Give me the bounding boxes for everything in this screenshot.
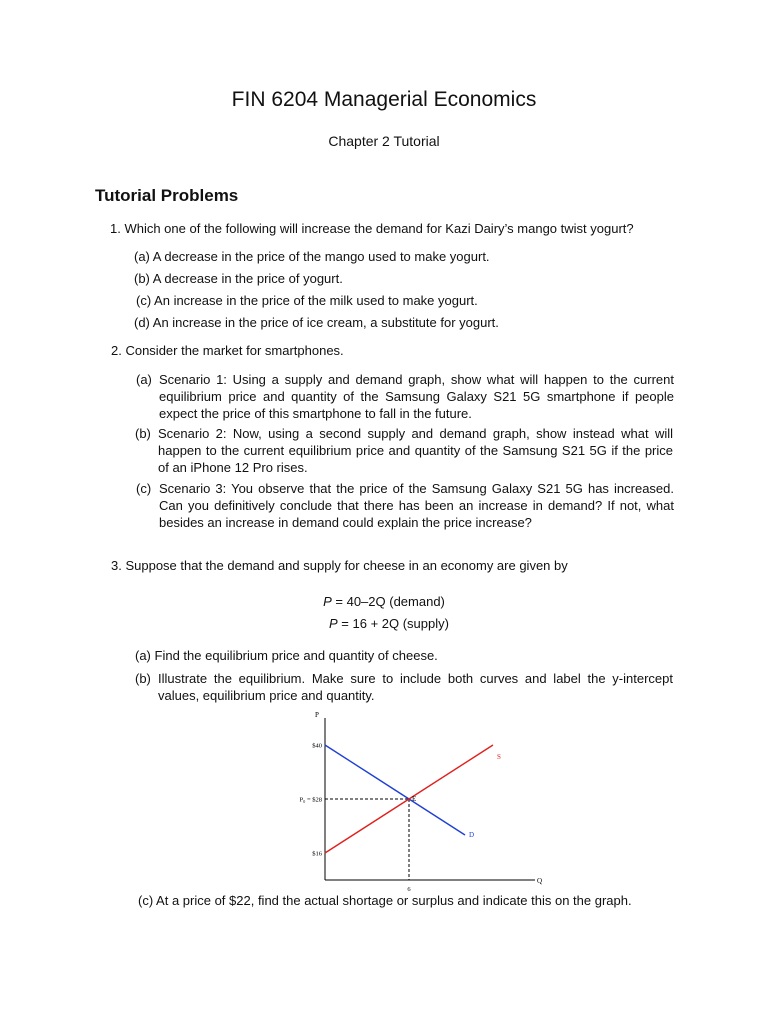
equilibrium-label: E (412, 795, 417, 803)
supply-equation (0, 616, 768, 631)
q2-item-b-label: (b) (135, 426, 151, 441)
y-tick-label: $40 (312, 742, 322, 750)
demand-curve-label: D (469, 831, 475, 839)
document-title: FIN 6204 Managerial Economics (231, 88, 537, 111)
section-heading: Tutorial Problems (95, 186, 239, 205)
q3-item-b-text: Illustrate the equilibrium. Make sure to include both curves and label the y-intercept values, equilibrium price and quantity. (158, 671, 673, 703)
q2-item-a-text: Scenario 1: Using a supply and demand graph, show what will happen to the current equilibrium price and quantity of the Samsung Galaxy S21 5G smartphone if people expect the price of this smartphone to fall in the future. (159, 372, 674, 421)
y-tick-label: $16 (312, 850, 322, 858)
x-axis-label: Q (537, 877, 543, 885)
x-tick-label: 6 (407, 886, 411, 893)
question-3: 3. Suppose that the demand and supply for cheese in an economy are given by (111, 558, 568, 573)
q2-item-b-text: Scenario 2: Now, using a second supply and demand graph, show instead what will happen to the current equilibrium price and quantity of the Samsung S21 5G if the price of an iPhone 12 Pro rises. (158, 426, 673, 475)
supply-equation-var: P (329, 616, 338, 631)
supply-equation-body: = 16 + 2Q (supply) (337, 616, 449, 631)
demand-equation-var: P (323, 594, 332, 609)
document-subtitle: Chapter 2 Tutorial (328, 133, 440, 149)
q3-item-b-label: (b) (135, 671, 151, 686)
q1-option-d: (d) An increase in the price of ice cream, a substitute for yogurt. (134, 315, 499, 330)
q2-item-a-label: (a) (136, 372, 152, 387)
q1-option-c: (c) An increase in the price of the milk used to make yogurt. (136, 293, 478, 308)
y-tick-label: P₀ = $28 (299, 796, 322, 804)
demand-equation-body: = 40–2Q (demand) (331, 594, 445, 609)
q2-item-c-label: (c) (136, 481, 152, 496)
q3-item-a (135, 648, 438, 663)
question-1: 1. Which one of the following will increase the demand for Kazi Dairy’s mango twist yogurt? (110, 221, 634, 236)
supply-demand-chart (290, 708, 550, 893)
q2-item-c-text: Scenario 3: You observe that the price of the Samsung Galaxy S21 5G has increased. Can you definitively conclude that there has been an increase in demand? If not, what besides an increase in demand could explain the price increase? (159, 481, 674, 530)
supply-curve-label: S (497, 753, 501, 761)
q3-item-c: (c) At a price of $22, find the actual shortage or surplus and indicate this on the graph. (138, 893, 632, 908)
q3-item-a-label: (a) (135, 648, 151, 663)
q3-item-a-text: Find the equilibrium price and quantity of cheese. (154, 648, 438, 663)
demand-curve (325, 745, 465, 835)
y-axis-label: P (315, 711, 319, 719)
question-2: 2. Consider the market for smartphones. (111, 343, 344, 358)
q1-option-a: (a) A decrease in the price of the mango used to make yogurt. (134, 249, 490, 264)
q1-option-b: (b) A decrease in the price of yogurt. (134, 271, 343, 286)
demand-equation (0, 594, 768, 609)
